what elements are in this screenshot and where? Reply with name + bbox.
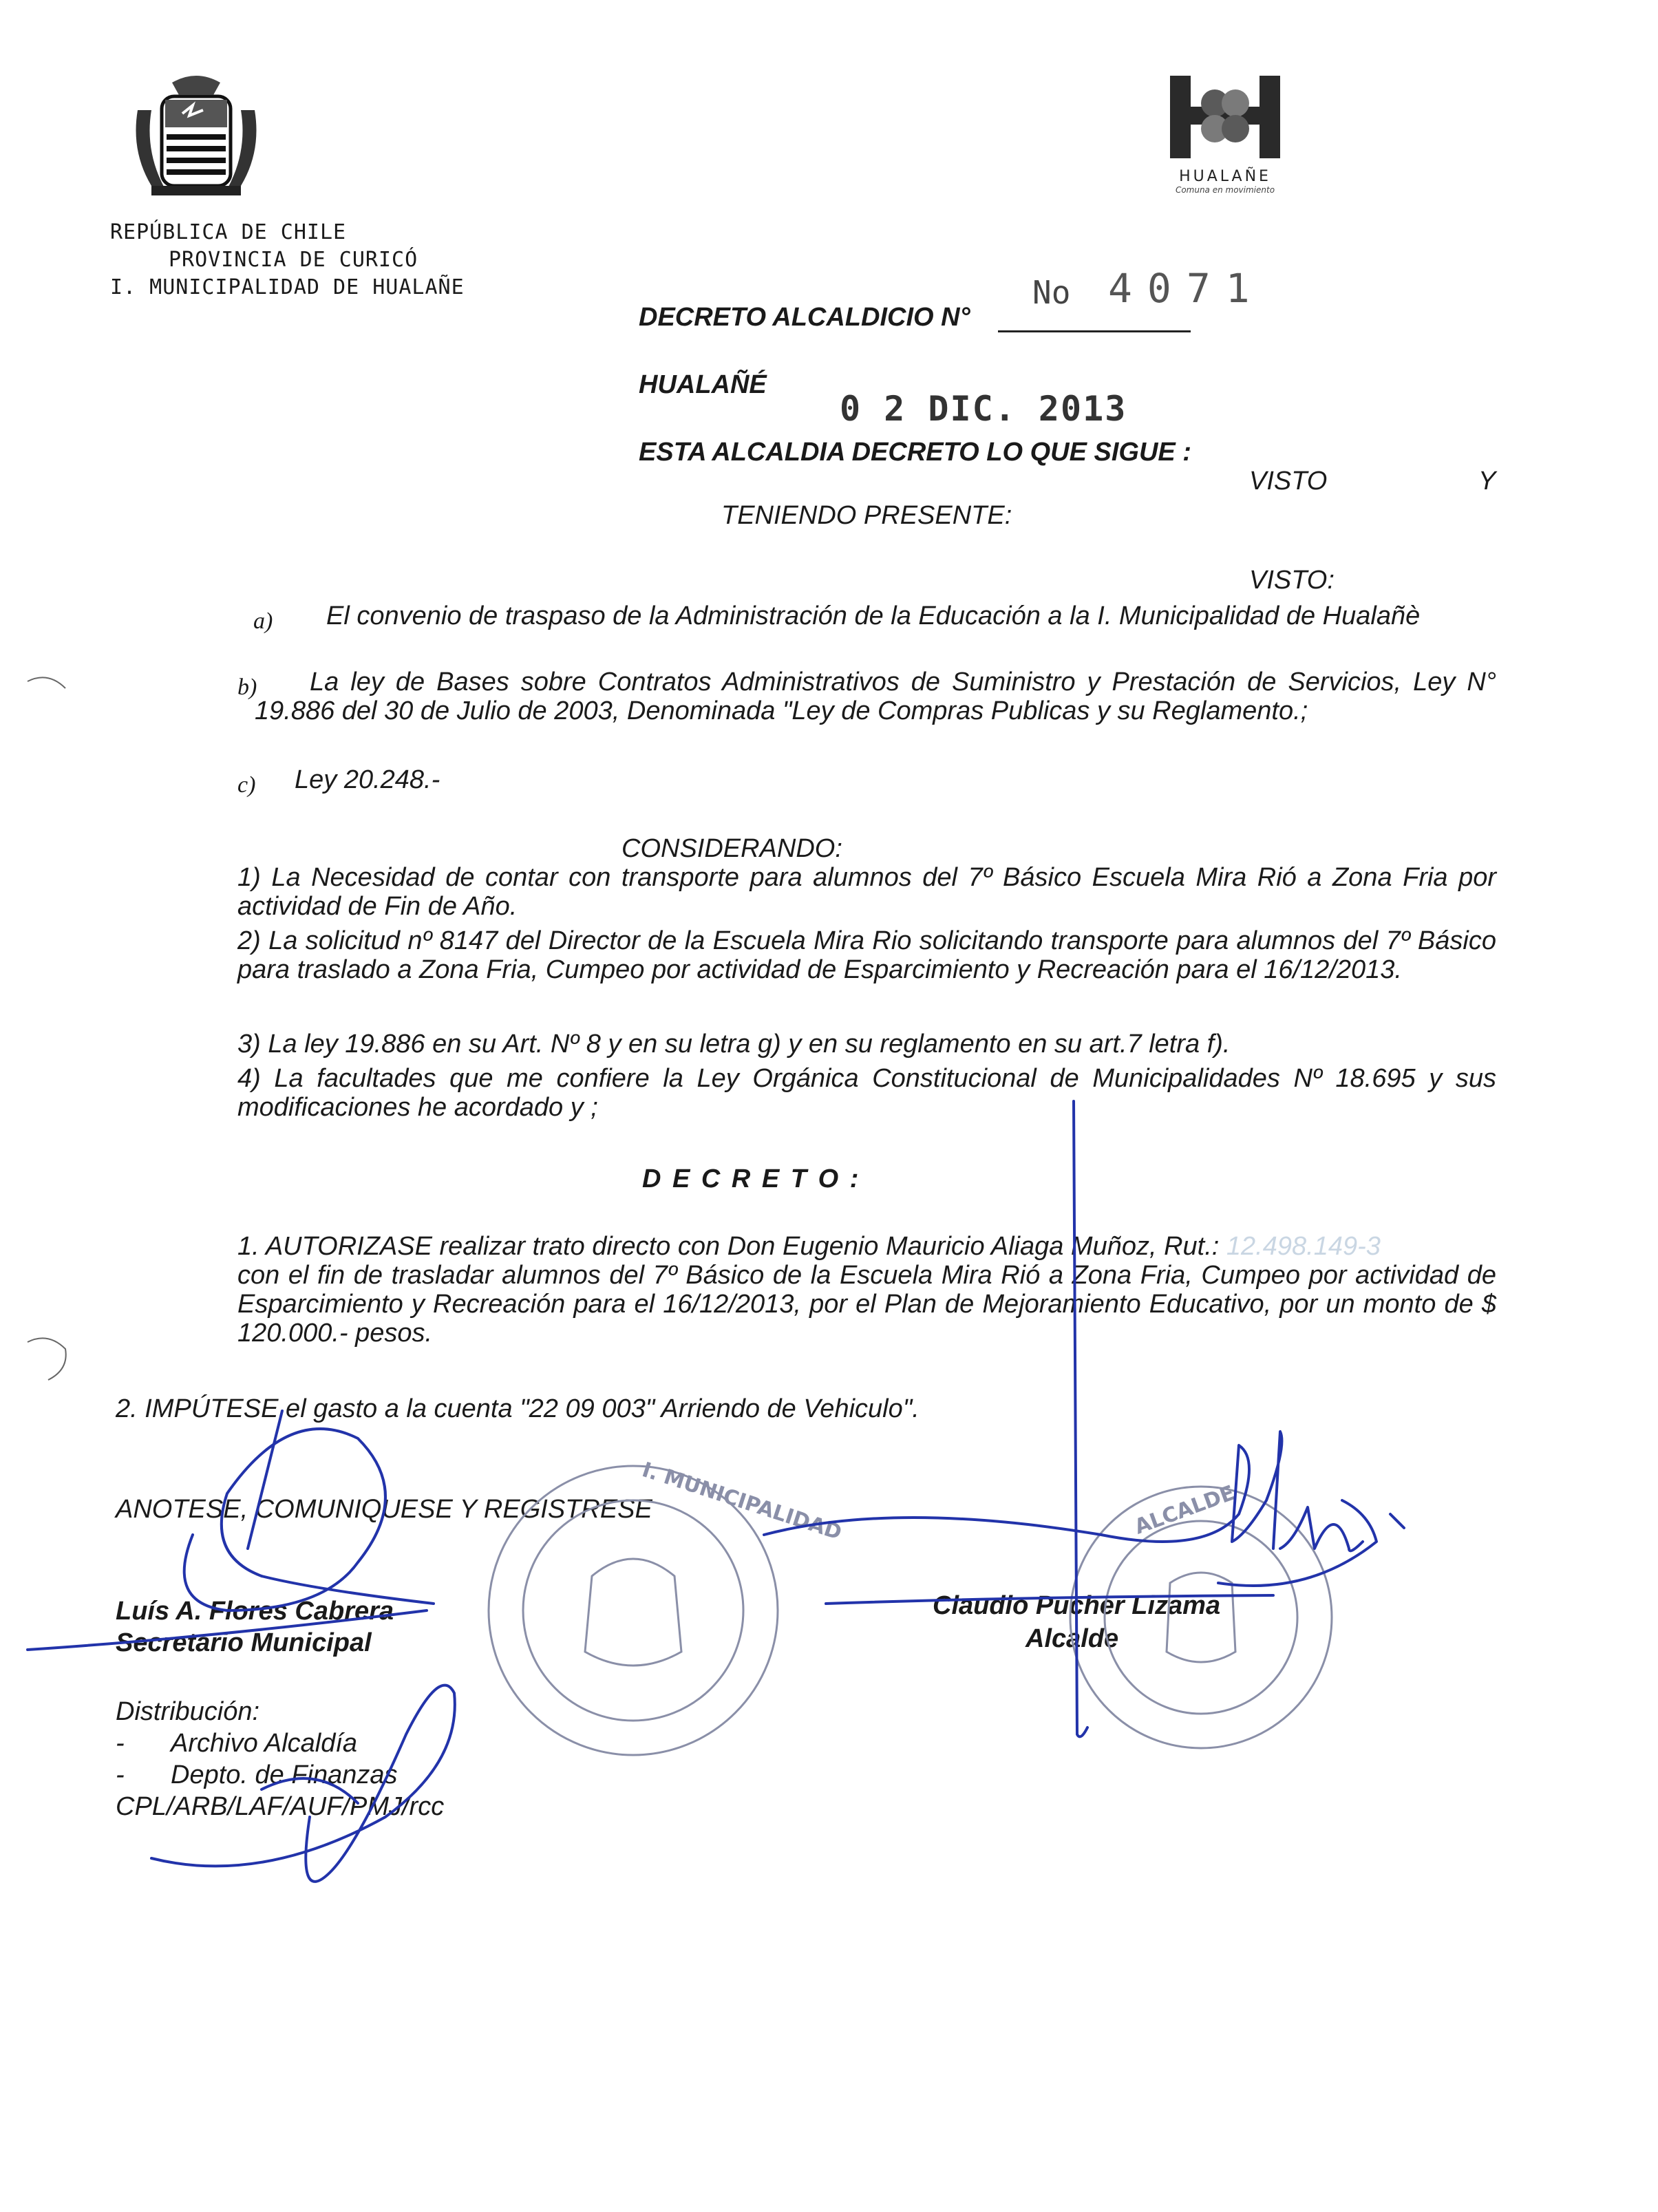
- teniendo-presente: TENIENDO PRESENTE:: [721, 501, 1012, 530]
- decree-place: HUALAÑÉ: [639, 370, 767, 399]
- considerando-item-1: 1) La Necesidad de contar con transporte para alumnos del 7º Básico Escuela Mira Rió a Zona Fria por actividad de Fin de Año.: [237, 863, 1496, 921]
- date-stamp: 0 2 DIC. 2013: [840, 389, 1127, 429]
- header-province: PROVINCIA DE CURICÓ: [169, 248, 418, 272]
- mayor-name: Claudio Pucher Lizama: [933, 1591, 1221, 1620]
- distribution-item-2: - Depto. de Finanzas: [116, 1761, 398, 1789]
- decreto-heading: D E C R E T O :: [642, 1165, 861, 1193]
- considerando-item-2: 2) La solicitud nº 8147 del Director de la Escuela Mira Rio solicitando transporte para alumnos del 7º Básico para traslado a Zona Fria, Cumpeo por actividad de Esparcimiento y Recreación para el 16/12/2013.: [237, 926, 1496, 984]
- visto-letter-b: b): [237, 674, 257, 700]
- visto-heading: VISTO:: [1249, 566, 1335, 595]
- decreto-item-1-cont: con el fin de trasladar alumnos del 7º Básico de la Escuela Mira Rió a Zona Fria, Cumpeo por actividad de Esparcimiento y Recreación para el 16/12/2013, por el Plan de Mejoramiento Educativo, por un monto de $ 120.000.- pesos.: [237, 1261, 1496, 1348]
- considerando-item-3: 3) La ley 19.886 en su Art. Nº 8 y en su letra g) y en su reglamento en su art.7 letra f).: [237, 1030, 1231, 1059]
- secretary-name: Luís A. Flores Cabrera: [116, 1597, 394, 1626]
- decree-title: DECRETO ALCALDICIO N°: [639, 303, 970, 332]
- decreto-item-2: 2. IMPÚTESE el gasto a la cuenta "22 09 003" Arriendo de Vehiculo".: [116, 1394, 920, 1423]
- hualane-logo: [1163, 72, 1287, 203]
- anotese: ANOTESE, COMUNIQUESE Y REGISTRESE: [116, 1495, 652, 1524]
- decree-number-underline: [998, 330, 1191, 332]
- header-municipality: I. MUNICIPALIDAD DE HUALAÑE: [110, 275, 465, 299]
- y-word: Y: [1478, 467, 1496, 496]
- secretary-title: Secretario Municipal: [116, 1628, 372, 1657]
- decreto-item-1-text: 1. AUTORIZASE realizar trato directo con Don Eugenio Mauricio Aliaga Muñoz, Rut.:: [237, 1232, 1220, 1261]
- header-country: REPÚBLICA DE CHILE: [110, 220, 347, 244]
- initials: CPL/ARB/LAF/AUF/PMJ/rcc: [116, 1792, 445, 1821]
- logo-tagline: Comuna en movimiento: [1175, 185, 1275, 195]
- svg-text:I. MUNICIPALIDAD: I. MUNICIPALIDAD: [639, 1458, 845, 1545]
- considerando-item-4: 4) La facultades que me confiere la Ley Orgánica Constitucional de Municipalidades Nº 18.695 y sus modificaciones he acordado y ;: [237, 1064, 1496, 1122]
- coat-of-arms-emblem: [124, 69, 268, 200]
- decree-number: 4071: [1108, 265, 1265, 312]
- visto-letter-c: c): [237, 772, 256, 798]
- mayor-title: Alcalde: [1025, 1624, 1119, 1653]
- distribution-item-1: - Archivo Alcaldía: [116, 1729, 358, 1758]
- distribution-heading: Distribución:: [116, 1697, 260, 1726]
- decreto-item-1-rut: 12.498.149-3: [1226, 1232, 1381, 1261]
- decree-intro: ESTA ALCALDIA DECRETO LO QUE SIGUE :: [639, 438, 1191, 467]
- decree-number-prefix: No: [1032, 274, 1071, 311]
- logo-name: HUALAÑE: [1179, 168, 1271, 185]
- considerando-heading: CONSIDERANDO:: [621, 834, 842, 863]
- visto-letter-a: a): [253, 608, 273, 634]
- visto-item-b: La ley de Bases sobre Contratos Administrativos de Suministro y Prestación de Servicios, Ley N° 19.886 del 30 de Julio de 2003, Denominada "Ley de Compras Publicas y su Reglamento.;: [255, 668, 1496, 725]
- visto-word: VISTO: [1249, 467, 1328, 496]
- visto-item-a: El convenio de traspaso de la Administración de la Educación a la I. Municipalidad de Hualañè: [326, 602, 1421, 630]
- decreto-item-1: [237, 1232, 1496, 1261]
- svg-text:ALCALDE: ALCALDE: [1131, 1480, 1238, 1540]
- visto-item-c: Ley 20.248.-: [295, 765, 440, 794]
